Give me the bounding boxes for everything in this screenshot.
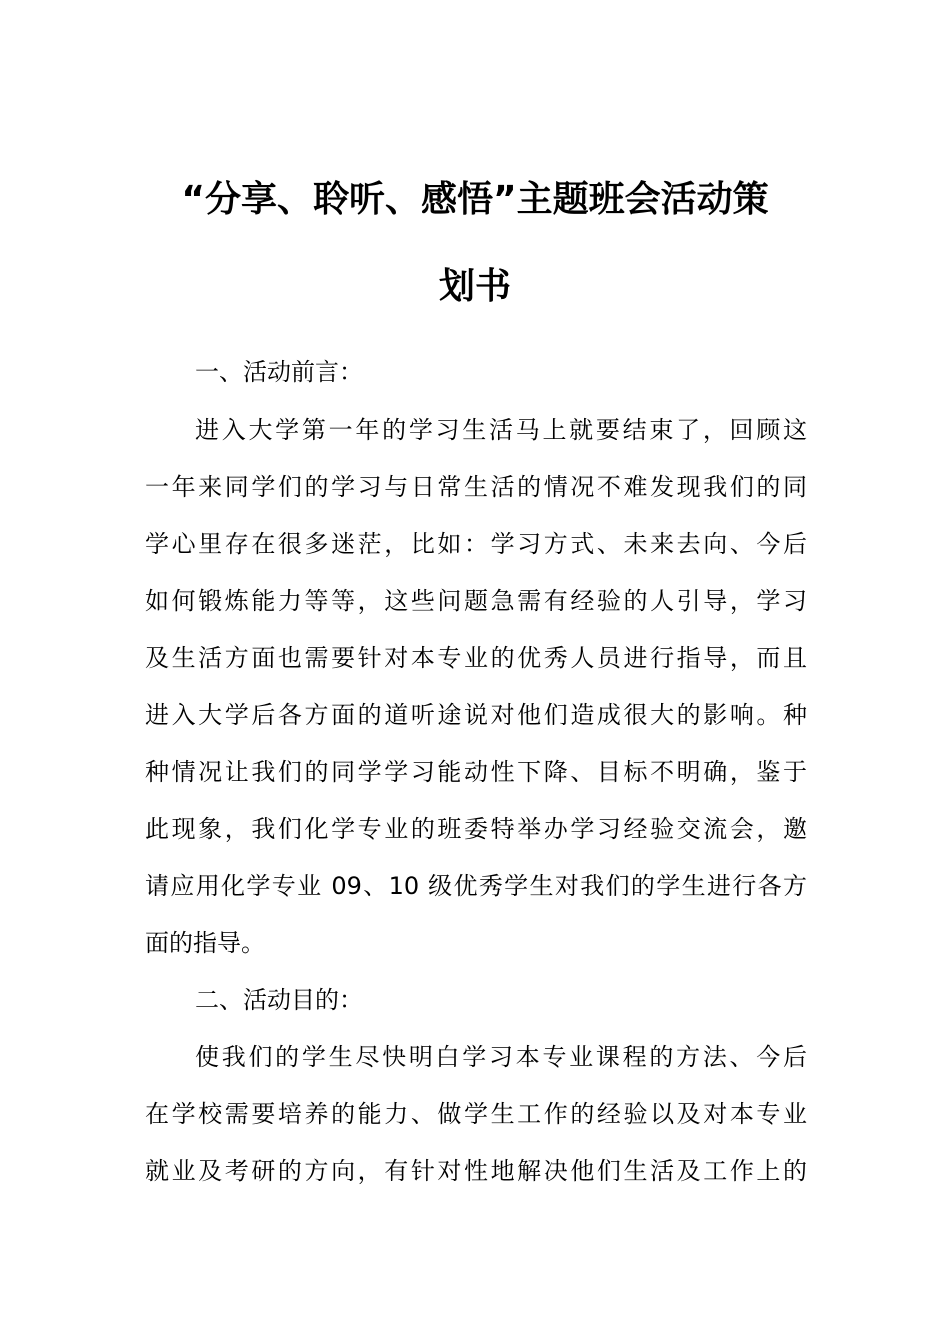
paragraph-line: 一年来同学们的学习与日常生活的情况不难发现我们的同 bbox=[145, 473, 807, 501]
paragraph-line: 及生活方面也需要针对本专业的优秀人员进行指导，而且 bbox=[145, 644, 807, 672]
paragraph-line: 进入大学第一年的学习生活马上就要结束了，回顾这 bbox=[195, 416, 807, 444]
paragraph-line: 使我们的学生尽快明白学习本专业课程的方法、今后 bbox=[195, 1043, 807, 1071]
paragraph-line: 就业及考研的方向，有针对性地解决他们生活及工作上的 bbox=[145, 1157, 807, 1185]
paragraph-line: 进入大学后各方面的道听途说对他们造成很大的影响。种 bbox=[145, 701, 807, 729]
document-title: “分享、聆听、感悟”主题班会活动策 bbox=[181, 179, 769, 220]
section-heading-preface: 一、活动前言： bbox=[195, 358, 363, 386]
paragraph-line: 请应用化学专业 09、10 级优秀学生对我们的学生进行各方 bbox=[145, 872, 807, 900]
paragraph-line: 此现象，我们化学专业的班委特举办学习经验交流会，邀 bbox=[145, 815, 807, 843]
paragraph-line: 如何锻炼能力等等，这些问题急需有经验的人引导，学习 bbox=[145, 587, 807, 615]
paragraph-line: 面的指导。 bbox=[145, 929, 265, 957]
document-title-continued: 划书 bbox=[438, 266, 511, 307]
paragraph-line: 在学校需要培养的能力、做学生工作的经验以及对本专业 bbox=[145, 1100, 807, 1128]
section-heading-purpose: 二、活动目的： bbox=[195, 986, 363, 1014]
paragraph-line: 学心里存在很多迷茫，比如：学习方式、未来去向、今后 bbox=[145, 530, 807, 558]
paragraph-line: 种情况让我们的同学学习能动性下降、目标不明确，鉴于 bbox=[145, 758, 807, 786]
